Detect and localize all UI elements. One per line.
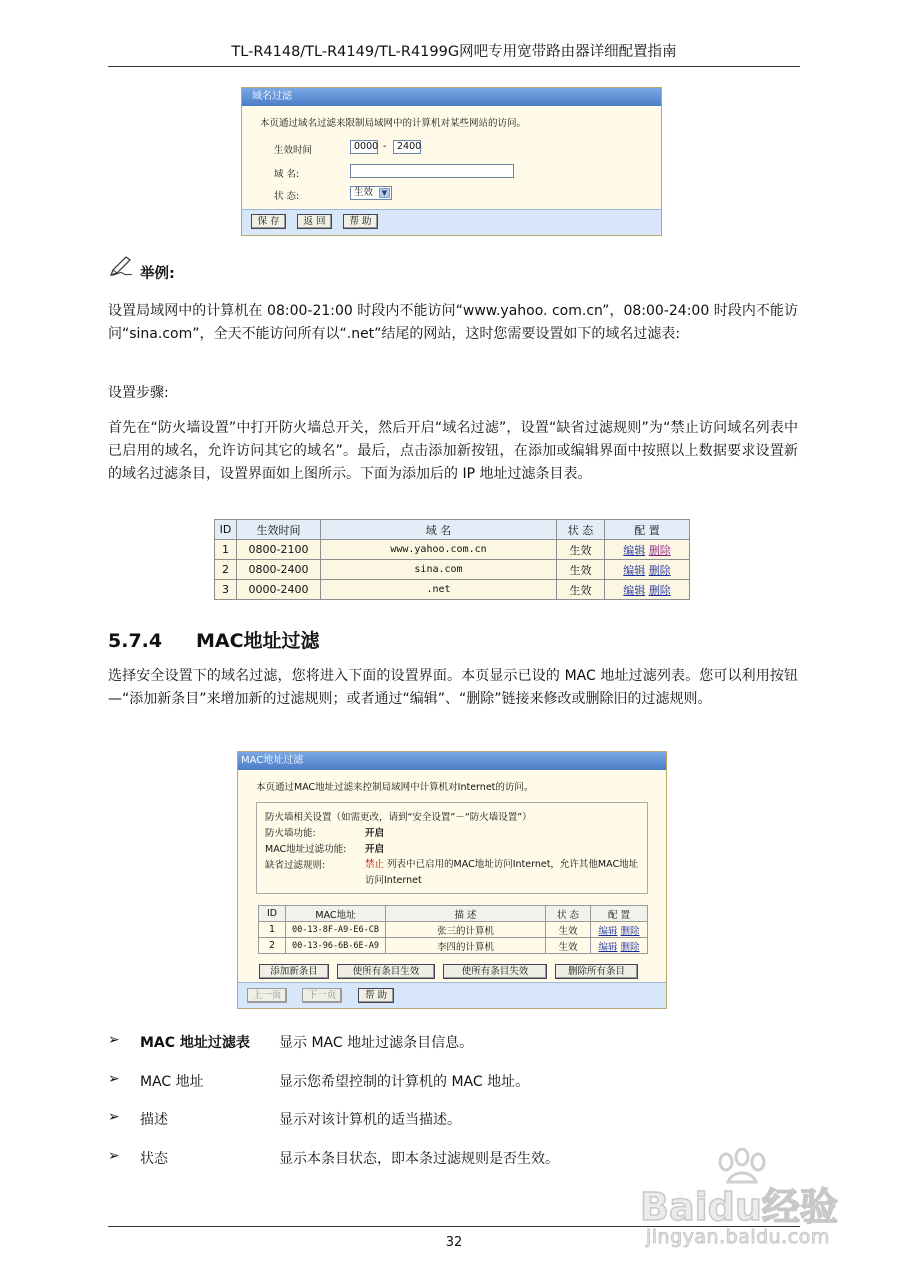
- example-title: 举例:: [140, 266, 175, 282]
- status-label: 状 态:: [274, 191, 300, 202]
- page-header-title: TL-R4148/TL-R4149/TL-R4199G网吧专用宽带路由器详细配置指南: [231, 44, 677, 60]
- list-item-desc: 显示本条目状态，即本条过滤规则是否生效。: [279, 1151, 559, 1167]
- mac-row-status: 生效: [546, 938, 591, 954]
- default-rule-text-line2: 访问Internet: [365, 875, 422, 886]
- list-item-desc: 显示您希望控制的计算机的 MAC 地址。: [279, 1074, 530, 1090]
- delete-link[interactable]: 删除: [648, 583, 671, 597]
- list-item-term: MAC 地址过滤表: [140, 1035, 250, 1051]
- list-item-term: 状态: [140, 1151, 168, 1167]
- list-item: [108, 1071, 708, 1091]
- delete-link[interactable]: 删除: [620, 941, 640, 953]
- status-select-value: 生效: [354, 187, 374, 198]
- mac-table-header-config: 配 置: [591, 906, 648, 922]
- time-start-input[interactable]: 0000: [350, 140, 378, 154]
- domain-input[interactable]: [350, 164, 514, 178]
- firewall-settings-box: [256, 802, 648, 894]
- table-header-time: 生效时间: [237, 520, 321, 540]
- mac-row-config: [591, 922, 648, 938]
- mac-filter-panel: [237, 751, 667, 1009]
- mac-table-header-id: ID: [259, 906, 286, 922]
- row-id: 1: [215, 540, 237, 560]
- help-button[interactable]: 帮 助: [358, 988, 394, 1003]
- row-status: 生效: [557, 580, 605, 600]
- table-header-config: 配 置: [605, 520, 690, 540]
- firewall-function-label: 防火墙功能:: [265, 828, 316, 839]
- table-row: [215, 540, 690, 560]
- row-time: 0800-2100: [237, 540, 321, 560]
- row-config: [605, 540, 690, 560]
- domain-filter-panel-title: 域名过滤: [242, 88, 661, 106]
- mac-row-status: 生效: [546, 922, 591, 938]
- section-title: MAC地址过滤: [196, 630, 320, 652]
- bullet-arrow-icon: ➢: [108, 1148, 120, 1164]
- enable-all-button[interactable]: 使所有条目生效: [337, 964, 435, 979]
- table-header-status: 状 态: [557, 520, 605, 540]
- header-divider: [108, 66, 800, 67]
- delete-link[interactable]: 删除: [648, 543, 671, 557]
- row-time: 0800-2400: [237, 560, 321, 580]
- setup-steps-label: 设置步骤:: [108, 385, 169, 401]
- time-separator: -: [383, 141, 387, 152]
- table-row: [259, 922, 648, 938]
- help-button[interactable]: 帮 助: [343, 214, 378, 229]
- pencil-icon: [108, 256, 134, 278]
- domain-filter-intro: 本页通过域名过滤来限制局域网中的计算机对某些网站的访问。: [260, 118, 527, 129]
- default-rule-label: 缺省过滤规则:: [265, 860, 326, 871]
- chevron-down-icon[interactable]: ▼: [379, 188, 390, 198]
- save-button[interactable]: 保 存: [251, 214, 286, 229]
- domain-label: 域 名:: [274, 169, 300, 180]
- status-select[interactable]: [350, 186, 392, 200]
- section-paragraph: 选择安全设置下的域名过滤，您将进入下面的设置界面。本页显示已设的 MAC 地址过滤列表。您可以利用按钮—“添加新条目”来增加新的过滤规则；或者通过“编辑”、“删除”链接来修改或删除旧的过滤规则。: [108, 668, 798, 707]
- mac-filter-panel-title: MAC地址过滤: [238, 752, 666, 770]
- back-button[interactable]: 返 回: [297, 214, 332, 229]
- table-row: [215, 560, 690, 580]
- section-heading: [108, 626, 320, 653]
- delete-link[interactable]: 删除: [620, 925, 640, 937]
- delete-link[interactable]: 删除: [648, 563, 671, 577]
- disable-all-button[interactable]: 使所有条目失效: [443, 964, 547, 979]
- table-header-domain: 域 名: [321, 520, 557, 540]
- table-row: [215, 580, 690, 600]
- mac-row-id: 1: [259, 922, 286, 938]
- bullet-arrow-icon: ➢: [108, 1032, 120, 1048]
- list-item-desc: 显示对该计算机的适当描述。: [279, 1112, 461, 1128]
- mac-row-config: [591, 938, 648, 954]
- edit-link[interactable]: 编辑: [598, 941, 618, 953]
- table-header-id: ID: [215, 520, 237, 540]
- default-rule-value: [365, 857, 645, 889]
- list-item: [108, 1032, 708, 1052]
- time-end-input[interactable]: 2400: [393, 140, 421, 154]
- page-number: 32: [445, 1235, 463, 1250]
- bullet-arrow-icon: ➢: [108, 1109, 120, 1125]
- list-item-desc: 显示 MAC 地址过滤条目信息。: [279, 1035, 474, 1051]
- domain-filter-table: [214, 519, 690, 600]
- add-entry-button[interactable]: 添加新条目: [259, 964, 329, 979]
- row-time: 0000-2400: [237, 580, 321, 600]
- row-id: 3: [215, 580, 237, 600]
- mac-filter-function-label: MAC地址过滤功能:: [265, 844, 347, 855]
- domain-filter-panel: [241, 87, 662, 236]
- row-status: 生效: [557, 560, 605, 580]
- row-config: [605, 580, 690, 600]
- firewall-function-value: 开启: [365, 828, 385, 839]
- watermark-logo-text: Baidu经验: [640, 1185, 838, 1229]
- firewall-settings-heading: 防火墙相关设置（如需更改，请到“安全设置”－“防火墙设置”）: [265, 812, 532, 823]
- default-rule-text-line1: 列表中已启用的MAC地址访问Internet，允许其他MAC地址: [387, 859, 639, 870]
- mac-row-address: 00-13-8F-A9-E6-CB: [286, 922, 386, 938]
- section-number: 5.7.4: [108, 630, 163, 652]
- mac-table-header-mac: MAC地址: [286, 906, 386, 922]
- setup-steps-paragraph: 首先在“防火墙设置”中打开防火墙总开关，然后开启“域名过滤”，设置“缺省过滤规则”为“禁止访问域名列表中已启用的域名，允许访问其它的域名”。最后，点击添加新按钮，在添加或编辑界面中按照以上数据要求设置新的域名过滤条目，设置界面如上图所示。下面为添加后的 IP 地址过滤条目表。: [108, 420, 798, 482]
- mac-table-header-status: 状 态: [546, 906, 591, 922]
- edit-link[interactable]: 编辑: [623, 583, 646, 597]
- edit-link[interactable]: 编辑: [598, 925, 618, 937]
- default-rule-deny: 禁止: [365, 859, 385, 870]
- example-paragraph: 设置局域网中的计算机在 08:00-21:00 时段内不能访问“www.yahoo. com.cn”，08:00-24:00 时段内不能访问“sina.com”，全天不能访问所有以“.net”结尾的网站，这时您需要设置如下的域名过滤表:: [108, 303, 798, 342]
- row-id: 2: [215, 560, 237, 580]
- domain-filter-button-bar: [242, 209, 661, 235]
- next-page-button[interactable]: 下一页: [302, 988, 342, 1003]
- watermark-url: jingyan.baidu.com: [646, 1226, 830, 1248]
- edit-link[interactable]: 编辑: [623, 563, 646, 577]
- mac-filter-function-value: 开启: [365, 844, 385, 855]
- mac-row-address: 00-13-96-6B-6E-A9: [286, 938, 386, 954]
- row-domain: .net: [321, 580, 557, 600]
- mac-filter-table: [258, 905, 648, 954]
- delete-all-button[interactable]: 删除所有条目: [555, 964, 638, 979]
- mac-filter-intro: 本页通过MAC地址过滤来控制局域网中计算机对Internet的访问。: [256, 782, 534, 793]
- edit-link[interactable]: 编辑: [623, 543, 646, 557]
- footer-divider: [108, 1226, 800, 1227]
- row-config: [605, 560, 690, 580]
- row-status: 生效: [557, 540, 605, 560]
- bullet-arrow-icon: ➢: [108, 1071, 120, 1087]
- mac-table-header-desc: 描 述: [386, 906, 546, 922]
- mac-row-desc: 张三的计算机: [386, 922, 546, 938]
- list-item-term: 描述: [140, 1112, 168, 1128]
- prev-page-button[interactable]: 上一页: [247, 988, 287, 1003]
- list-item-term: MAC 地址: [140, 1074, 204, 1090]
- row-domain: sina.com: [321, 560, 557, 580]
- mac-filter-nav-bar: [238, 982, 666, 1008]
- table-row: [259, 938, 648, 954]
- mac-row-id: 2: [259, 938, 286, 954]
- mac-row-desc: 李四的计算机: [386, 938, 546, 954]
- list-item: [108, 1148, 708, 1168]
- effective-time-label: 生效时间: [274, 145, 313, 156]
- list-item: [108, 1109, 708, 1129]
- row-domain: www.yahoo.com.cn: [321, 540, 557, 560]
